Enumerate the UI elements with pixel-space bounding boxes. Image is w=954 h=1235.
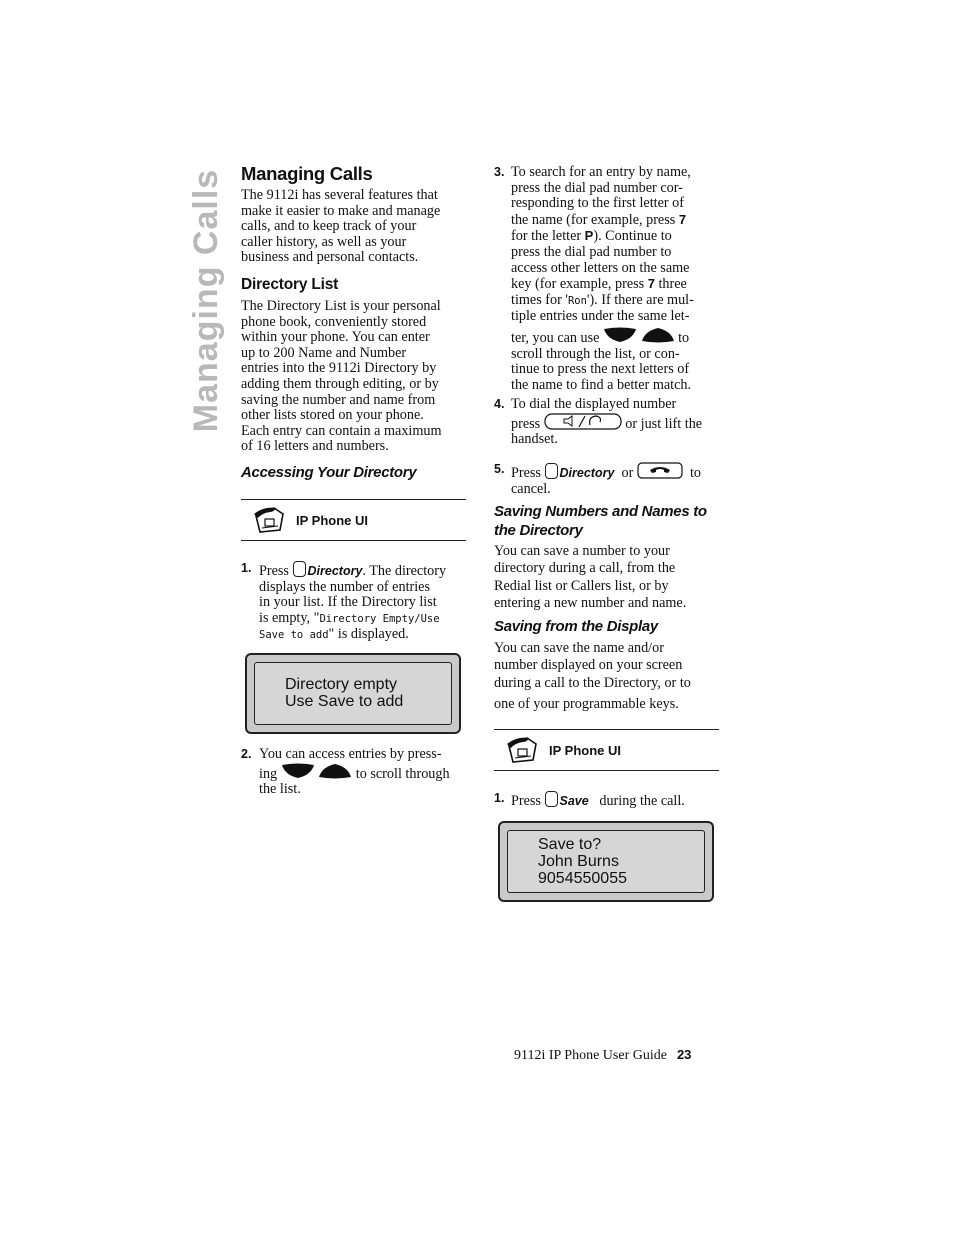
divider [494, 770, 719, 771]
section-heading: Managing Calls [241, 163, 373, 184]
softkey-button-icon [545, 463, 558, 479]
guide-title: 9112i IP Phone User Guide [514, 1048, 667, 1063]
lcd-display-save-to: Save to? John Burns 9054550055 [498, 821, 714, 902]
side-tab-label: Managing Calls [187, 168, 226, 432]
scroll-up-key-icon [318, 763, 352, 779]
directory-list-paragraph: The Directory List is your personal phone book, conveniently stored within your phone. You can enter up to 200 Name and Number entries into the 9112i Directory by adding them through editing, or by saving the number and name from other lists stored on your phone. Each entry can contain a maximum of 16 letters and numbers. [241, 298, 442, 455]
softkey-button-icon [545, 791, 558, 807]
directory-list-heading: Directory List [241, 276, 339, 293]
speaker-headset-key-icon [544, 413, 622, 431]
scroll-down-key-icon [603, 327, 637, 343]
accessing-directory-heading: Accessing Your Directory [241, 464, 417, 481]
scroll-up-key-icon [641, 327, 675, 343]
saving-from-display-heading: Saving from the Display [494, 618, 658, 635]
phone-icon [503, 736, 539, 764]
saving-from-display-paragraph: You can save the name and/or number displayed on your screen during a call to the Directory, or to one of your programmable keys. [494, 640, 691, 712]
page-number: 23 [676, 1047, 692, 1062]
save-softkey-label: Save [559, 794, 589, 808]
intro-paragraph: The 9112i has several features that make it easier to make and manage calls, and to keep track of your caller history, as well as your business and personal contacts. [241, 187, 441, 266]
divider [241, 499, 466, 500]
phone-icon [250, 506, 286, 534]
ip-phone-ui-label: IP Phone UI [503, 736, 621, 764]
saving-numbers-heading: Saving Numbers and Names to the Directory [494, 503, 707, 539]
page-footer [514, 1047, 691, 1064]
directory-softkey-label: Directory [307, 564, 363, 578]
ip-phone-ui-label: IP Phone UI [250, 506, 368, 534]
softkey-button-icon [293, 561, 306, 577]
divider [241, 540, 466, 541]
scroll-down-key-icon [281, 763, 315, 779]
lcd-display-directory-empty: Directory empty Use Save to add [245, 653, 461, 734]
goodbye-key-icon [637, 462, 683, 480]
side-tab [187, 165, 226, 435]
divider [494, 729, 719, 730]
directory-softkey-label: Directory [559, 466, 615, 480]
saving-numbers-paragraph: You can save a number to your directory during a call, from the Redial list or Callers list, or by entering a new number and name. [494, 543, 687, 611]
